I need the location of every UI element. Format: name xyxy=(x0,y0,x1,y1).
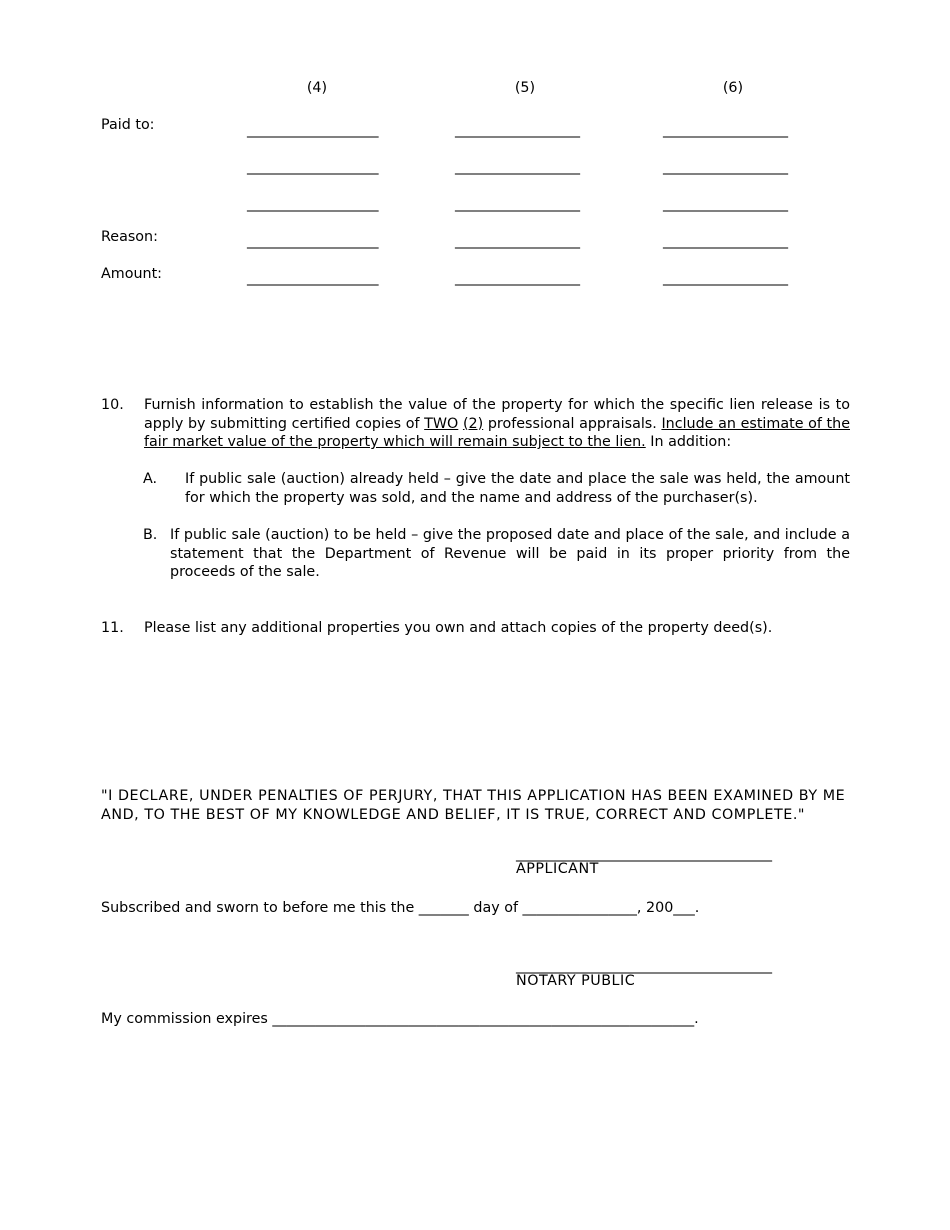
amount-blank-5[interactable]: ___________________ xyxy=(455,270,580,286)
paid-to-blank-4-line1[interactable]: ____________________ xyxy=(247,122,378,138)
item-10-text: Furnish information to establish the value of the property for which the specific lien release is to apply by submitting certified copies of TWO (2) professional appraisals. Include an estimate of the fair market value of the property which will remain subject to the lien. In addition: xyxy=(144,397,850,450)
item-10a-text: If public sale (auction) already held – give the date and place the sale was held, the amount for which the property was sold, and the name and address of the purchaser(s). xyxy=(185,471,850,506)
notary-public-label: NOTARY PUBLIC xyxy=(516,973,636,989)
item-10b-text: If public sale (auction) to be held – give the proposed date and place of the sale, and include a statement that the Department of Revenue will be paid in its proper priority from the proceeds of the sale. xyxy=(170,527,850,580)
item-10-number: 10. xyxy=(101,397,124,413)
reason-blank-4[interactable]: ____________________ xyxy=(247,233,378,249)
paid-to-blank-6-line2[interactable]: ___________________ xyxy=(663,159,788,175)
item-11-text: Please list any additional properties you own and attach copies of the property deed(s). xyxy=(144,620,773,636)
item-10b-label: B. xyxy=(143,527,158,543)
reason-blank-5[interactable]: ___________________ xyxy=(455,233,580,249)
item-10a-label: A. xyxy=(143,471,158,487)
paid-to-blank-6-line3[interactable]: ___________________ xyxy=(663,196,788,212)
paid-to-blank-4-line2[interactable]: ____________________ xyxy=(247,159,378,175)
item-10-underlined: Include an estimate of the fair market value of the property which will remain subject to the lien. xyxy=(144,415,850,450)
amount-blank-4[interactable]: ____________________ xyxy=(247,270,378,286)
applicant-signature-line[interactable]: _______________________________________ xyxy=(516,846,772,862)
paid-to-blank-4-line3[interactable]: ____________________ xyxy=(247,196,378,212)
paid-to-blank-6-line1[interactable]: ___________________ xyxy=(663,122,788,138)
paid-to-blank-5-line2[interactable]: ___________________ xyxy=(455,159,580,175)
column-header-5: (5) xyxy=(514,80,536,96)
amount-blank-6[interactable]: ___________________ xyxy=(663,270,788,286)
item-10-two-num: (2) xyxy=(462,415,484,432)
item-10-two: TWO xyxy=(424,415,459,432)
applicant-label: APPLICANT xyxy=(516,861,599,877)
row-label-reason: Reason: xyxy=(101,229,158,245)
row-label-paid-to: Paid to: xyxy=(101,117,155,133)
paid-to-blank-5-line1[interactable]: ___________________ xyxy=(455,122,580,138)
subscribed-sworn-line: Subscribed and sworn to before me this the _______ day of ________________, 200___. xyxy=(101,900,700,916)
item-11-number: 11. xyxy=(101,620,124,636)
column-header-4: (4) xyxy=(306,80,328,96)
reason-blank-6[interactable]: ___________________ xyxy=(663,233,788,249)
commission-expires-line: My commission expires ___________________________________________________________. xyxy=(101,1011,699,1027)
column-header-6: (6) xyxy=(722,80,744,96)
perjury-declaration: "I DECLARE, UNDER PENALTIES OF PERJURY, THAT THIS APPLICATION HAS BEEN EXAMINED BY ME AND, TO THE BEST OF MY KNOWLEDGE AND BELIEF, IT IS TRUE, CORRECT AND COMPLETE." xyxy=(101,788,846,823)
notary-signature-line[interactable]: _______________________________________ xyxy=(516,958,772,974)
row-label-amount: Amount: xyxy=(101,266,162,282)
paid-to-blank-5-line3[interactable]: ___________________ xyxy=(455,196,580,212)
